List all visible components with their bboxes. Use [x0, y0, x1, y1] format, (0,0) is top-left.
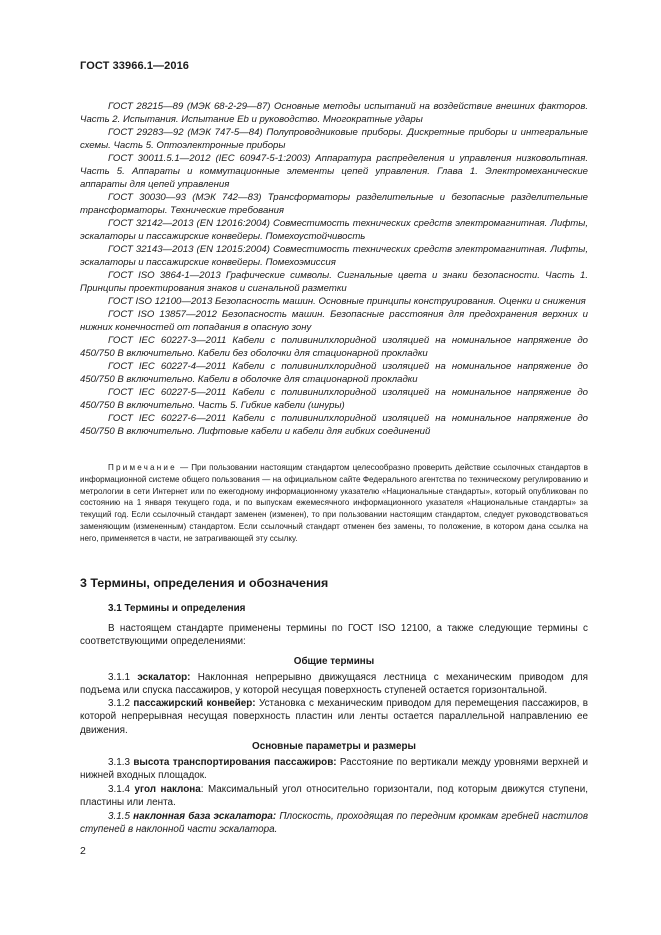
term-3-1-2 [80, 697, 588, 737]
general-terms-heading: Общие термины [293, 656, 375, 667]
term-definition: : Максимальный угол относительно горизонтали, под которым движутся ступени, пластины или лента. [80, 784, 588, 809]
reference-item: ГОСТ IEC 60227-4—2011 Кабели с поливинилхлоридной изоляцией на номинальное напряжение до 450/750 В включительно. Кабели в оболочке для стационарной прокладки [80, 361, 588, 385]
term-3-1-4 [80, 783, 588, 810]
term-definition: Расстояние по вертикали между уровнями верхней и нижней входных площадок. [80, 757, 588, 782]
parameters-heading: Основные параметры и размеры [252, 741, 416, 752]
term-3-1-3 [80, 756, 588, 783]
term-name: эскалатор: [137, 672, 191, 683]
term-3-1-5 [80, 810, 588, 837]
document-header: ГОСТ 33966.1—2016 [80, 60, 190, 72]
term-number: 3.1.1 [108, 672, 138, 683]
term-name: угол наклона [134, 784, 201, 795]
reference-item: ГОСТ 30030—93 (МЭК 742—83) Трансформаторы разделительные и безопасные разделительные трансформаторы. Технические требования [80, 192, 588, 216]
references-note [80, 462, 588, 545]
reference-item: ГОСТ ISO 12100—2013 Безопасность машин. Основные принципы конструирования. Оценки и снижения [108, 296, 586, 307]
term-name: высота транспортирования пассажиров: [133, 757, 337, 768]
section-3-title: 3 Термины, определения и обозначения [80, 576, 329, 590]
reference-item: ГОСТ 32142—2013 (EN 12016:2004) Совместимость технических средств электромагнитная. Лифты, эскалаторы и пассажирские конвейеры. Помехоустойчивость [80, 218, 588, 242]
reference-item: ГОСТ ISO 3864-1—2013 Графические символы. Сигнальные цвета и знаки безопасности. Часть 1. Принципы проектирования знаков и сигнальной разметки [80, 270, 588, 294]
term-definition: Наклонная непрерывно движущаяся лестница с механическим приводом для подъема или спуска пассажиров, у которой несущая поверхность ступеней остается горизонтальной. [80, 672, 588, 697]
reference-item: ГОСТ ISO 13857—2012 Безопасность машин. Безопасные расстояния для предохранения верхних и нижних конечностей от попадания в опасную зону [80, 309, 588, 333]
note-label: Примечание [108, 463, 177, 472]
page-number: 2 [80, 845, 86, 857]
reference-item: ГОСТ IEC 60227-5—2011 Кабели с поливинилхлоридной изоляцией на номинальное напряжение до 450/750 В включительно. Часть 5. Гибкие кабели (шнуры) [80, 387, 588, 411]
term-name: наклонная база эскалатора: [133, 811, 277, 822]
term-definition: Установка с механическим приводом для перемещения пассажиров, в которой непрерывная несущая поверхность пластин или ленты остается параллельной направлению ее движения. [80, 698, 588, 736]
term-number: 3.1.5 [108, 811, 134, 822]
reference-item: ГОСТ IEC 60227-3—2011 Кабели с поливинилхлоридной изоляцией на номинальное напряжение до 450/750 В включительно. Кабели без оболочки для стационарной прокладки [80, 335, 588, 359]
reference-item: ГОСТ IEC 60227-6—2011 Кабели с поливинилхлоридной изоляцией на номинальное напряжение до 450/750 В включительно. Лифтовые кабели и кабели для гибких соединений [80, 413, 588, 437]
term-name: пассажирский конвейер: [133, 698, 256, 709]
reference-item: ГОСТ 32143—2013 (EN 12015:2004) Совместимость технических средств электромагнитная. Лифты, эскалаторы и пассажирские конвейеры. Помехоэмиссия [80, 244, 588, 268]
term-number: 3.1.2 [108, 698, 134, 709]
note-text: — При пользовании настоящим стандартом целесообразно проверить действие ссылочных стандартов в информационной системе общего пользования — на официальном сайте Федерального агентства по техническому регулированию и метрологии в сети Интернет или по ежегодному информационному указателю «Национальные стандарты», который опубликован по состоянию на 1 января текущего года, и по выпускам ежемесячного информационного указателя «Национальные стандарты» за текущий год. Если ссылочный стандарт заменен (изменен), то при пользовании настоящим стандартом, следует руководствоваться заменяющим (измененным) стандартом. Если ссылочный стандарт отменен без замены, то положение, в котором дана ссылка на него, применяется в части, не затрагивающей эту ссылку. [80, 463, 588, 543]
term-number: 3.1.3 [108, 757, 134, 768]
normative-references [80, 100, 588, 438]
reference-item: ГОСТ 29283—92 (МЭК 747-5—84) Полупроводниковые приборы. Дискретные приборы и интегральные схемы. Часть 5. Оптоэлектронные приборы [80, 127, 588, 151]
subsection-3-1-title: 3.1 Термины и определения [108, 603, 246, 614]
section-3-1-intro: В настоящем стандарте применены термины по ГОСТ ISO 12100, а также следующие термины с соответствующими определениями: [80, 623, 588, 648]
term-3-1-1 [80, 671, 588, 698]
reference-item: ГОСТ 28215—89 (МЭК 68-2-29—87) Основные методы испытаний на воздействие внешних факторов. Часть 2. Испытания. Испытание Eb и руководство. Многократные удары [80, 101, 588, 125]
reference-item: ГОСТ 30011.5.1—2012 (IEC 60947-5-1:2003) Аппаратура распределения и управления низковольтная. Часть 5. Аппараты и коммутационные элементы цепей управления. Глава 1. Электромеханические аппараты для цепей управления [80, 153, 588, 190]
term-number: 3.1.4 [108, 784, 135, 795]
term-definition: Плоскость, проходящая по передним кромкам гребней настилов ступеней в наклонной части эскалатора. [80, 811, 588, 836]
